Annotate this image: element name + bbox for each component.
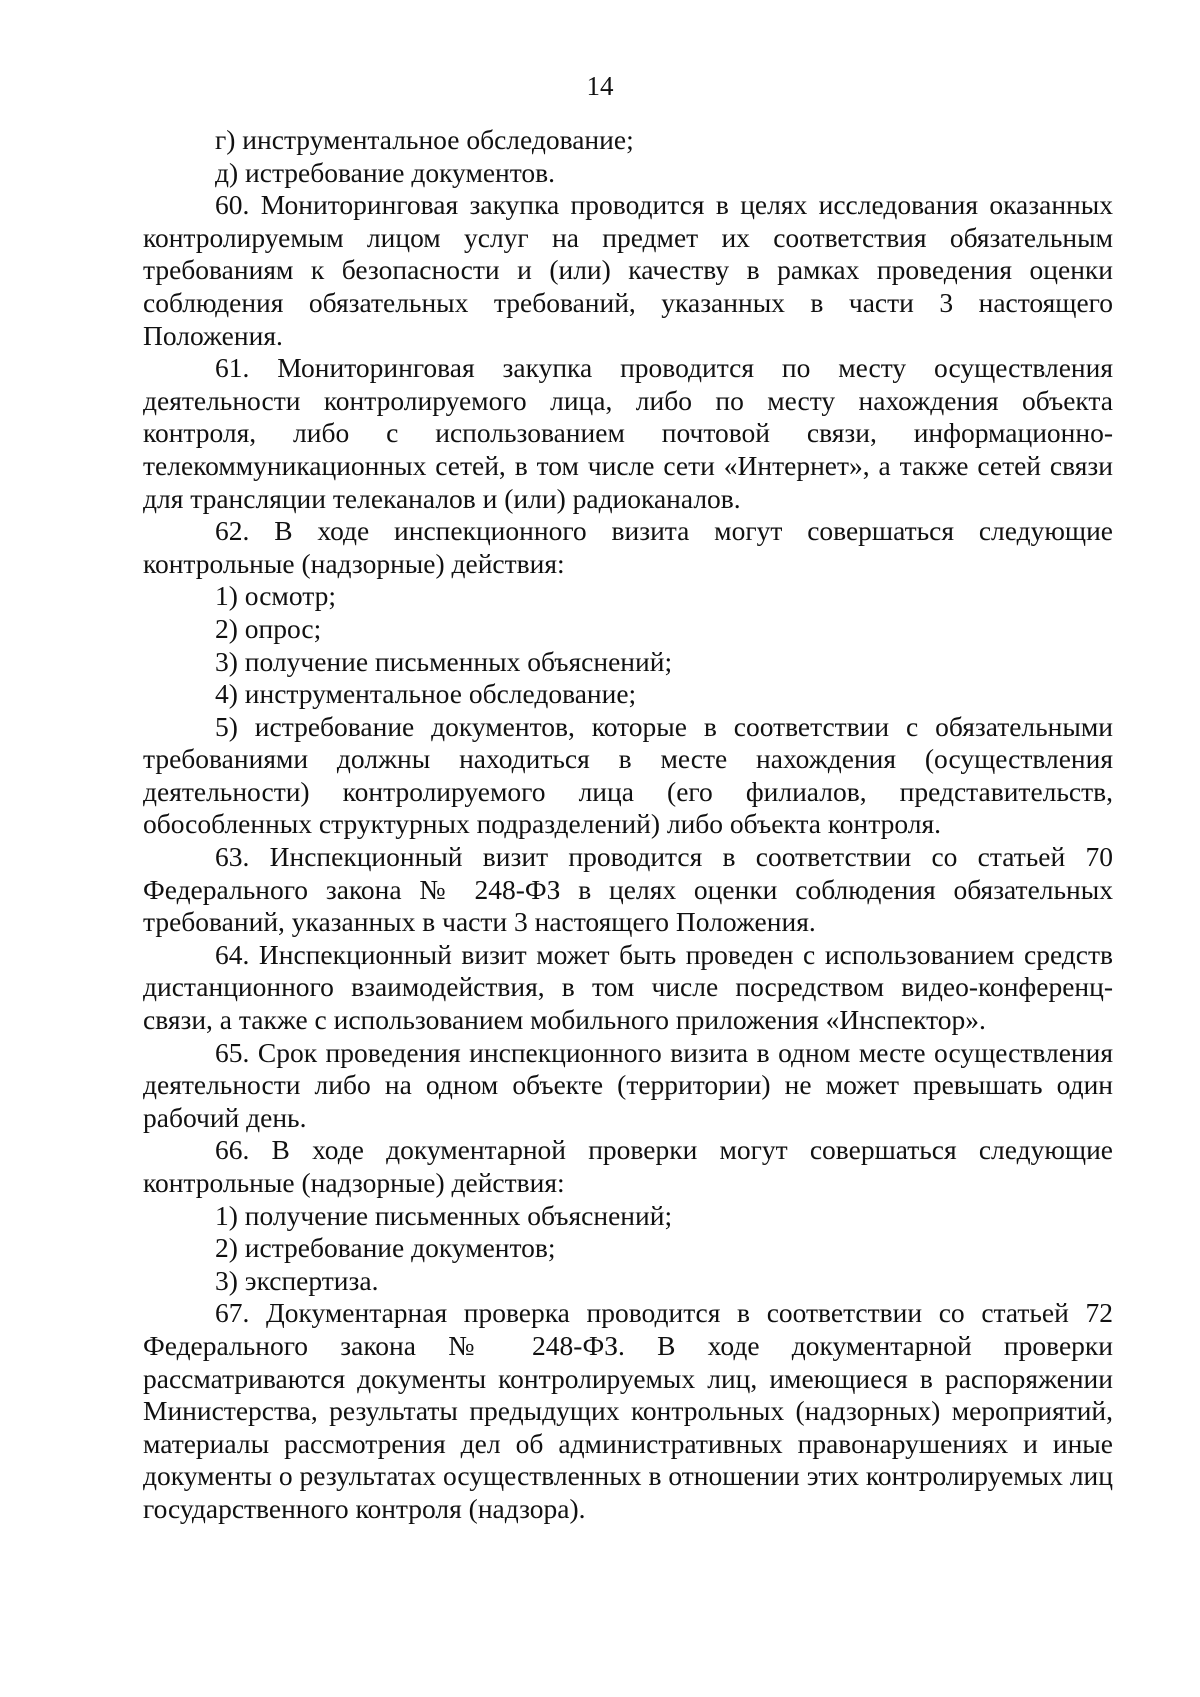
document-body bbox=[143, 124, 1113, 1526]
list-item: 3) получение письменных объяснений; bbox=[215, 645, 673, 677]
paragraph: 67. Документарная проверка проводится в соответствии со статьей 72 Федерального закона № 248-ФЗ. В ходе документарной проверки рассматриваются документы контролируемых лиц, имеющиеся в распоряжении Министерства, результаты предыдущих контрольных (надзорных) мероприятий, материалы рассмотрения дел об административных правонарушениях и иные документы о результатах осуществленных в отношении этих контролируемых лиц государственного контроля (надзора). bbox=[143, 1297, 1113, 1524]
list-item: 1) осмотр; bbox=[215, 580, 336, 612]
list-item: 4) инструментальное обследование; bbox=[215, 678, 637, 710]
list-item: 2) опрос; bbox=[215, 612, 322, 644]
paragraph: 64. Инспекционный визит может быть проведен с использованием средств дистанционного взаимодействия, в том числе посредством видео-конференц-связи, а также с использованием мобильного приложения «Инспектор». bbox=[143, 938, 1113, 1036]
paragraph: 62. В ходе инспекционного визита могут совершаться следующие контрольные (надзорные) действия: bbox=[143, 515, 1113, 579]
paragraph: 5) истребование документов, которые в соответствии с обязательными требованиями должны находиться в месте нахождения (осуществления деятельности) контролируемого лица (его филиалов, представительств, обособленных структурных подразделений) либо объекта контроля. bbox=[143, 710, 1113, 840]
list-item: 1) получение письменных объяснений; bbox=[215, 1199, 673, 1231]
paragraph: 66. В ходе документарной проверки могут совершаться следующие контрольные (надзорные) действия: bbox=[143, 1134, 1113, 1198]
list-item: 3) экспертиза. bbox=[215, 1264, 379, 1296]
paragraph: 61. Мониторинговая закупка проводится по месту осуществления деятельности контролируемого лица, либо по месту нахождения объекта контроля, либо с использованием почтовой связи, информационно-телекоммуникационных сетей, в том числе сети «Интернет», а также сетей связи для трансляции телеканалов и (или) радиоканалов. bbox=[143, 352, 1113, 514]
paragraph: 63. Инспекционный визит проводится в соответствии со статьей 70 Федерального закона № 248-ФЗ в целях оценки соблюдения обязательных требований, указанных в части 3 настоящего Положения. bbox=[143, 841, 1113, 938]
paragraph: 65. Срок проведения инспекционного визита в одном месте осуществления деятельности либо на одном объекте (территории) не может превышать один рабочий день. bbox=[143, 1036, 1113, 1133]
paragraph: 60. Мониторинговая закупка проводится в целях исследования оказанных контролируемым лицом услуг на предмет их соответствия обязательным требованиям к безопасности и (или) качеству в рамках проведения оценки соблюдения обязательных требований, указанных в части 3 настоящего Положения. bbox=[143, 189, 1113, 351]
list-item: г) инструментальное обследование; bbox=[215, 124, 634, 155]
list-item: д) истребование документов. bbox=[215, 156, 556, 188]
list-item: 2) истребование документов; bbox=[215, 1232, 556, 1264]
page-number: 14 bbox=[586, 71, 614, 101]
